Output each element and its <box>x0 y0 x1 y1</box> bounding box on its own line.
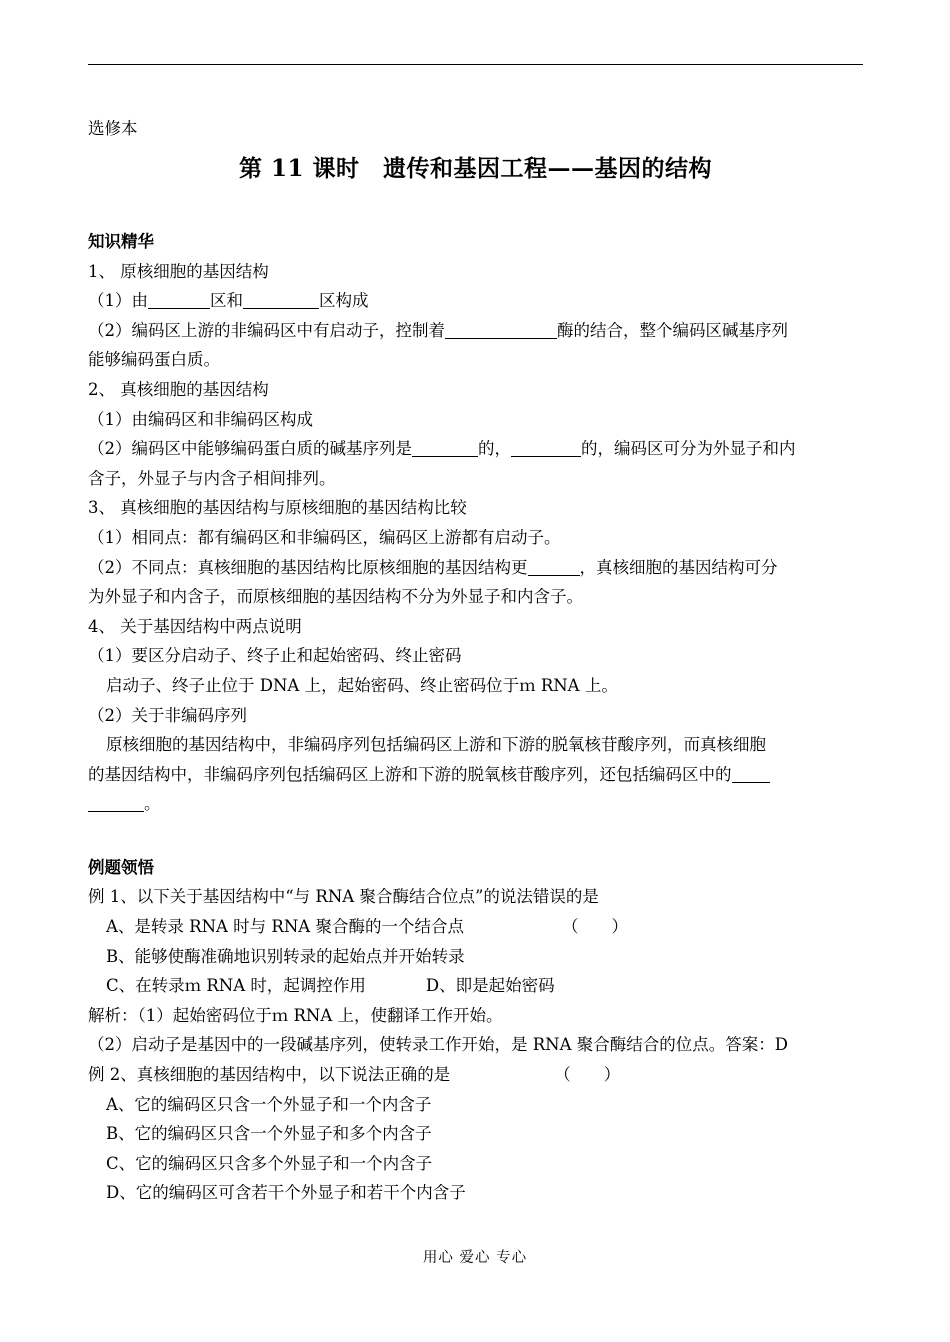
item-4-2-detail-end: 。 <box>88 789 863 819</box>
spacer <box>88 819 863 853</box>
document-page <box>88 118 863 1208</box>
answer-paren: （ ） <box>554 1065 621 1085</box>
page-title: 第 11 课时 遗传和基因工程——基因的结构 <box>238 155 713 182</box>
item-1-2-cont: 能够编码蛋白质。 <box>88 350 220 370</box>
item-3-2: （2）不同点：真核细胞的基因结构比原核细胞的基因结构更 ，真核细胞的基因结构可分 <box>88 557 778 577</box>
item-1: 1、 原核细胞的基因结构 <box>88 261 269 281</box>
fill-blank <box>511 438 581 457</box>
example-1-question: 例 1、以下关于基因结构中“与 RNA 聚合酶结合位点”的说法错误的是 <box>88 887 599 907</box>
fill-blank <box>732 764 770 783</box>
example-2-option-a: A、它的编码区只含一个外显子和一个内含子 <box>106 1094 432 1114</box>
example-2-option-b: B、它的编码区只含一个外显子和多个内含子 <box>106 1124 432 1144</box>
item-3: 3、 真核细胞的基因结构与原核细胞的基因结构比较 <box>88 498 467 518</box>
example-2-question: 例 2、真核细胞的基因结构中，以下说法正确的是 （ ） <box>88 1065 621 1085</box>
item-4-1: （1）要区分启动子、终子止和起始密码、终止密码 <box>88 646 462 666</box>
fill-blank <box>528 557 580 576</box>
example-1-option-a: A、是转录 RNA 时与 RNA 聚合酶的一个结合点 （ ） <box>106 917 628 937</box>
fill-blank <box>88 793 144 812</box>
spacer <box>88 198 863 227</box>
page-footer: 用心 爱心 专心 <box>422 1250 528 1266</box>
example-1-analysis-2: （2）启动子是基因中的一段碱基序列，使转录工作开始，是 RNA 聚合酶结合的位点。答案：D <box>88 1035 788 1055</box>
section-heading-knowledge: 知识精华 <box>88 232 154 251</box>
example-2-option-d: D、它的编码区可含若干个外显子和若干个内含子 <box>106 1183 466 1203</box>
example-1-option-b: B、能够使酶准确地识别转录的起始点并开始转录 <box>106 946 465 966</box>
item-2-1: （1）由编码区和非编码区构成 <box>88 409 313 429</box>
item-4-2-detail-cont: 的基因结构中，非编码序列包括编码区上游和下游的脱氧核苷酸序列，还包括编码区中的 <box>88 760 863 790</box>
item-4-1-detail: 启动子、终子止位于 DNA 上，起始密码、终止密码位于ｍ RNA 上。 <box>106 675 618 695</box>
item-3-1: （1）相同点：都有编码区和非编码区，编码区上游都有启动子。 <box>88 527 561 547</box>
example-1-option-cd: C、在转录ｍ RNA 时，起调控作用 D、即是起始密码 <box>106 976 555 996</box>
item-4: 4、 关于基因结构中两点说明 <box>88 616 302 636</box>
item-1-2: （2）编码区上游的非编码区中有启动子，控制着 酶的结合，整个编码区碱基序列 <box>88 320 788 340</box>
fill-blank <box>148 290 210 309</box>
fill-blank <box>445 320 557 339</box>
item-4-2-detail: 原核细胞的基因结构中，非编码序列包括编码区上游和下游的脱氧核苷酸序列，而真核细胞 <box>106 735 766 755</box>
item-4-2: （2）关于非编码序列 <box>88 705 247 725</box>
item-2-2: （2）编码区中能够编码蛋白质的碱基序列是 的， 的，编码区可分为外显子和内 <box>88 439 796 459</box>
example-1-analysis-1: 解析：（1）起始密码位于ｍ RNA 上，使翻译工作开始。 <box>88 1005 503 1025</box>
item-2-2-cont: 含子，外显子与内含子相间排列。 <box>88 468 336 488</box>
book-label: 选修本 <box>88 119 138 138</box>
example-2-option-c: C、它的编码区只含多个外显子和一个内含子 <box>106 1153 433 1173</box>
header-rule <box>88 64 863 65</box>
item-1-1: （1）由 区和 区构成 <box>88 291 369 311</box>
item-3-2-cont: 为外显子和内含子，而原核细胞的基因结构不分为外显子和内含子。 <box>88 587 583 607</box>
fill-blank <box>243 290 319 309</box>
section-heading-examples: 例题领悟 <box>88 857 154 877</box>
fill-blank <box>412 438 478 457</box>
item-2: 2、 真核细胞的基因结构 <box>88 379 269 399</box>
answer-paren: （ ） <box>561 917 628 937</box>
